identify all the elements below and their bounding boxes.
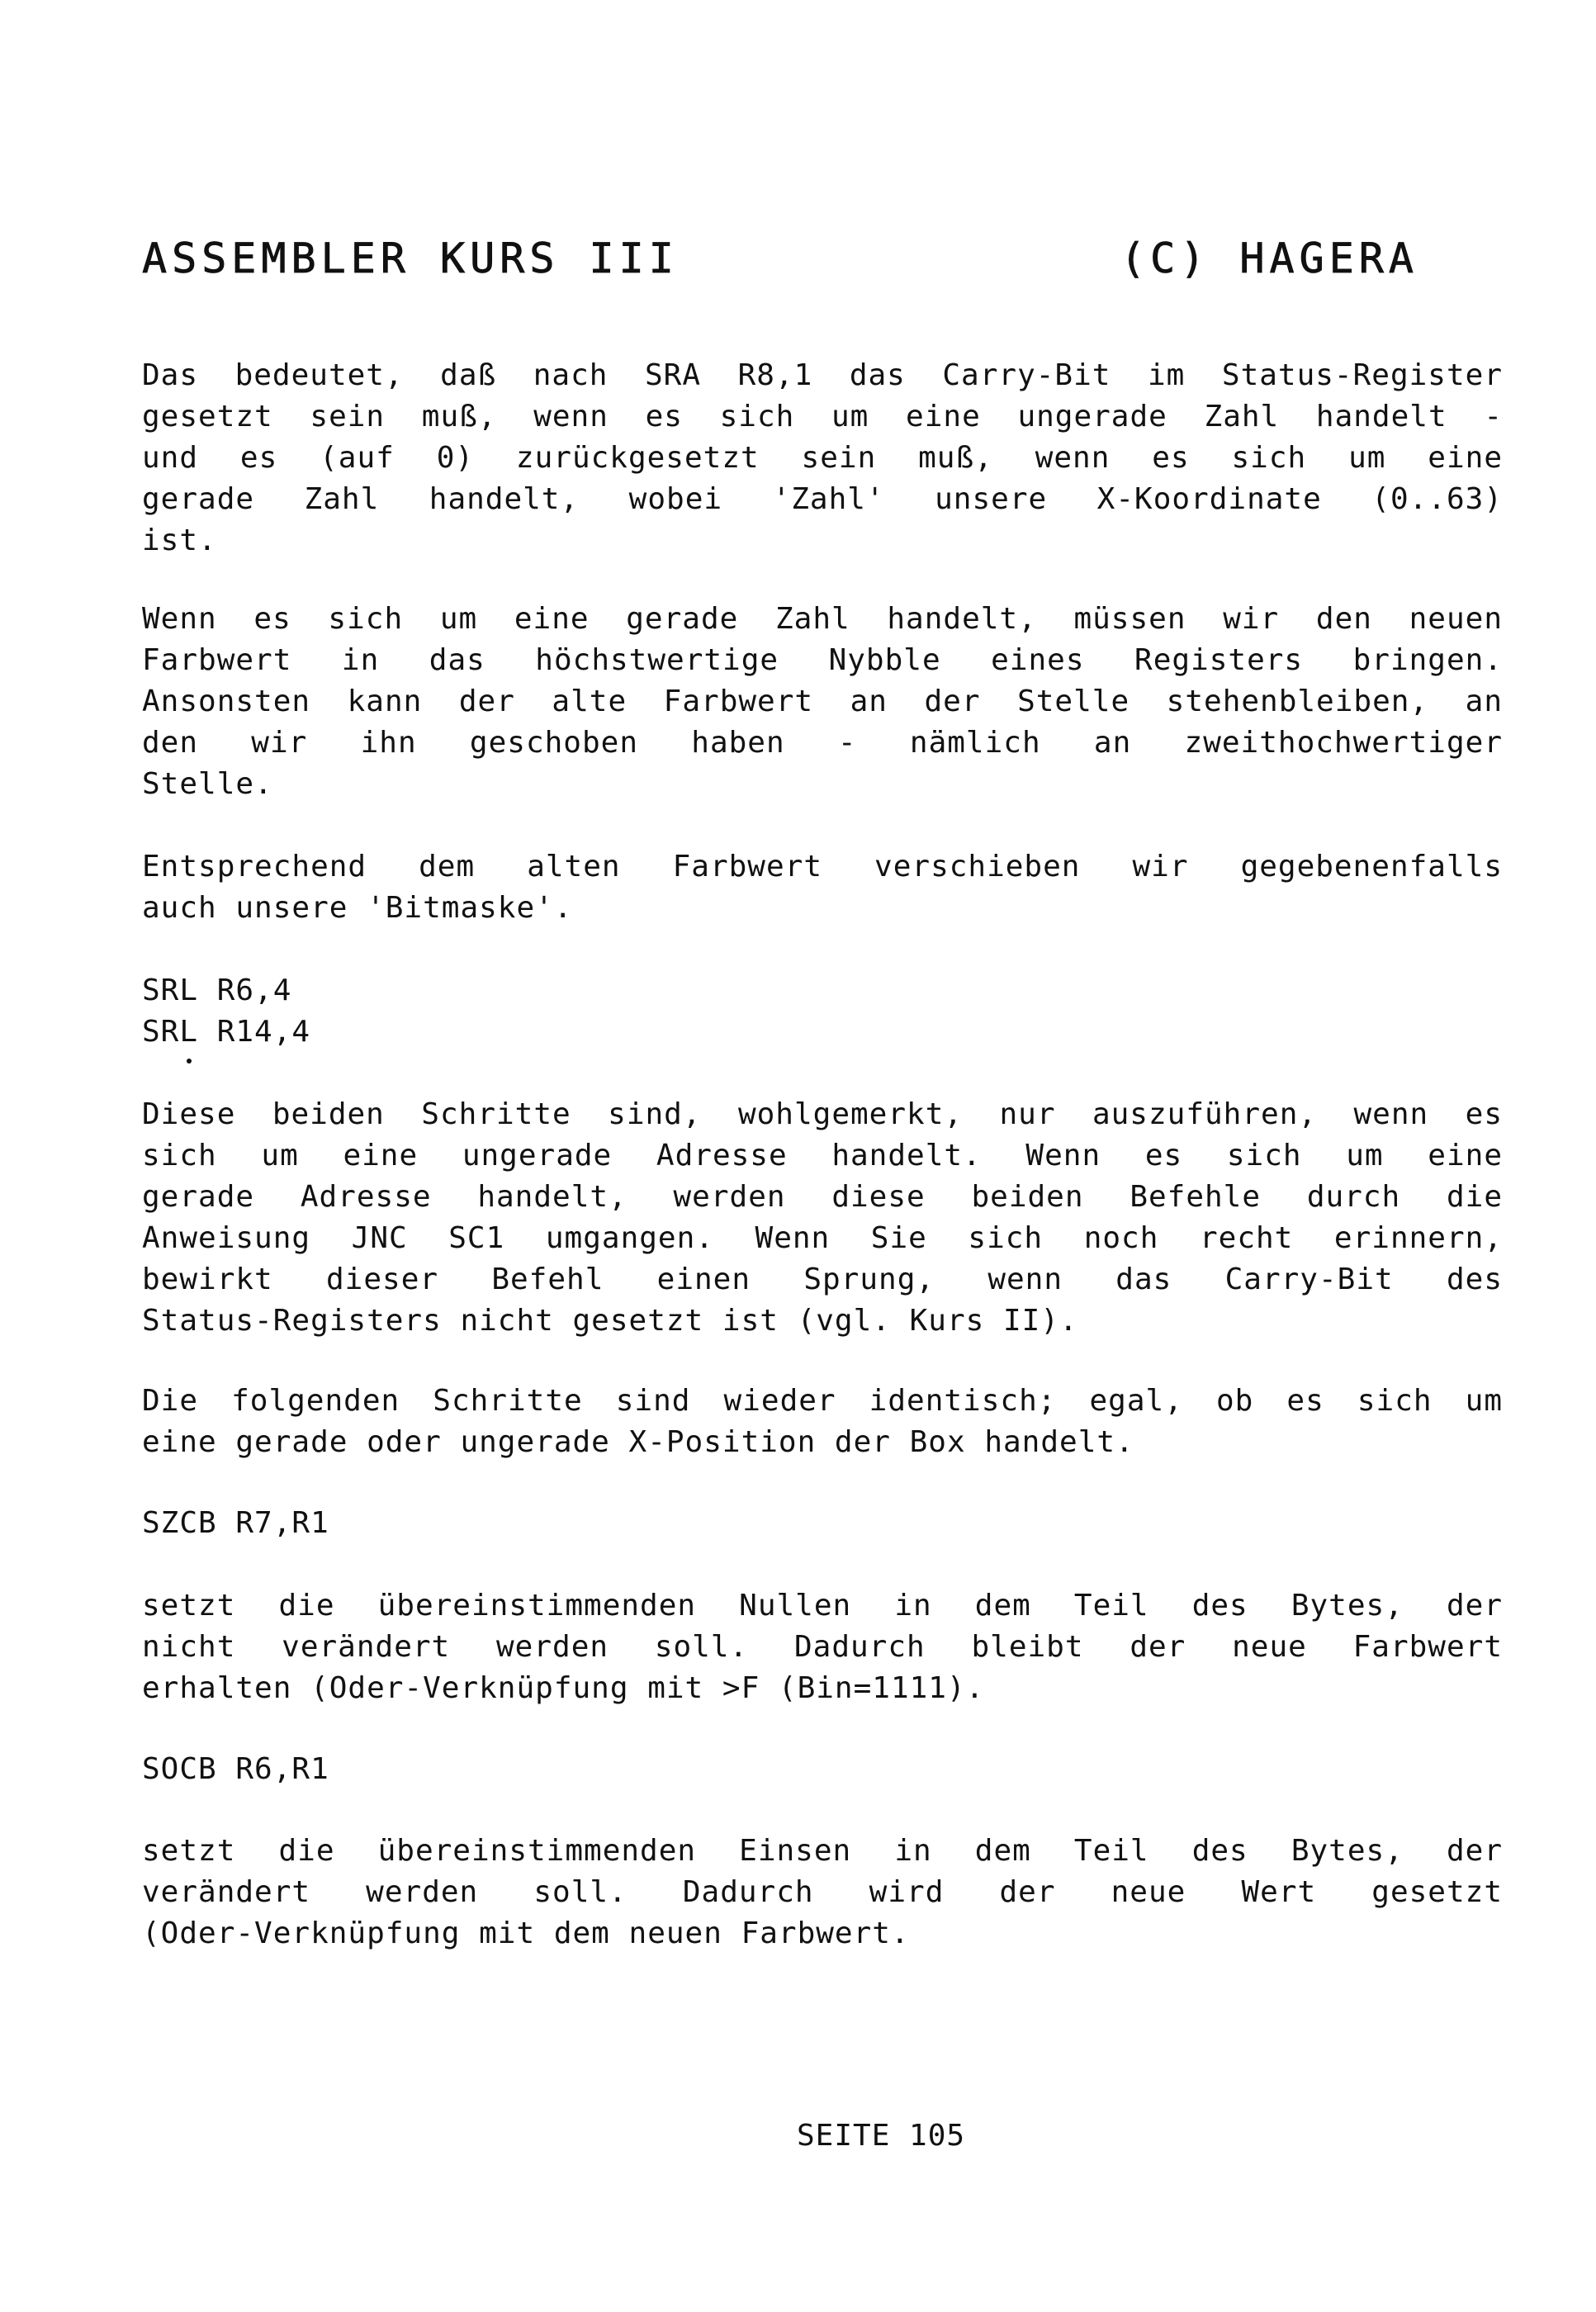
text-line: Ansonsten kann der alte Farbwert an der Stelle stehenbleiben, an <box>142 685 1503 718</box>
text-line: gesetzt sein muß, wenn es sich um eine ungerade Zahl handelt - <box>142 400 1503 434</box>
code-line: SRL R6,4 <box>142 974 292 1007</box>
text-line: setzt die übereinstimmenden Nullen in dem Teil des Bytes, der <box>142 1589 1503 1623</box>
text-line: Wenn es sich um eine gerade Zahl handelt, müssen wir den neuen <box>142 602 1503 636</box>
text-line: gerade Adresse handelt, werden diese beiden Befehle durch die <box>142 1180 1503 1214</box>
paragraph-folgende-schritte <box>142 1381 1513 1463</box>
header-title: ASSEMBLER KURS III <box>142 235 679 282</box>
text-line: sich um eine ungerade Adresse handelt. Wenn es sich um eine <box>142 1139 1503 1173</box>
text-line: Diese beiden Schritte sind, wohlgemerkt, nur auszuführen, wenn es <box>142 1097 1503 1131</box>
code-block-szcb <box>142 1503 329 1544</box>
code-block-srl <box>142 970 310 1053</box>
paragraph-einsen <box>142 1831 1513 1954</box>
text-line: bewirkt dieser Befehl einen Sprung, wenn das Carry-Bit des <box>142 1263 1503 1296</box>
text-line: Farbwert in das höchstwertige Nybble eines Registers bringen. <box>142 643 1503 677</box>
text-line: Entsprechend dem alten Farbwert verschieben wir gegebenenfalls <box>142 850 1503 884</box>
text-line: setzt die übereinstimmenden Einsen in dem Teil des Bytes, der <box>142 1834 1503 1868</box>
text-line: und es (auf 0) zurückgesetzt sein muß, wenn es sich um eine <box>142 441 1503 475</box>
page-header <box>142 234 1430 283</box>
text-line: Stelle. <box>142 767 273 801</box>
paragraph-nullen <box>142 1585 1513 1709</box>
paragraph-farbwert <box>142 599 1513 805</box>
code-block-socb <box>142 1749 329 1790</box>
text-line: auch unsere 'Bitmaske'. <box>142 891 573 925</box>
stray-dot <box>187 1059 192 1064</box>
page-number: SEITE 105 <box>797 2119 966 2153</box>
code-line: SOCB R6,R1 <box>142 1752 329 1786</box>
text-line: Das bedeutet, daß nach SRA R8,1 das Carry-Bit im Status-Register <box>142 358 1503 392</box>
header-copyright: (C) HAGERA <box>1120 235 1419 282</box>
paragraph-schritte <box>142 1094 1513 1342</box>
text-line: erhalten (Oder-Verknüpfung mit >F (Bin=1111). <box>142 1671 985 1705</box>
text-line: Die folgenden Schritte sind wieder identisch; egal, ob es sich um <box>142 1384 1503 1418</box>
text-line: verändert werden soll. Dadurch wird der neue Wert gesetzt <box>142 1875 1503 1909</box>
text-line: den wir ihn geschoben haben - nämlich an zweithochwertiger <box>142 726 1503 760</box>
text-line: Anweisung JNC SC1 umgangen. Wenn Sie sich noch recht erinnern, <box>142 1221 1503 1255</box>
text-line: gerade Zahl handelt, wobei 'Zahl' unsere X-Koordinate (0..63) <box>142 482 1503 516</box>
text-line: eine gerade oder ungerade X-Position der Box handelt. <box>142 1425 1134 1459</box>
code-line: SZCB R7,R1 <box>142 1506 329 1540</box>
code-line: SRL R14,4 <box>142 1015 311 1049</box>
paragraph-carry-bit <box>142 355 1513 561</box>
text-line: nicht verändert werden soll. Dadurch bleibt der neue Farbwert <box>142 1630 1503 1664</box>
paragraph-bitmaske <box>142 846 1513 929</box>
text-line: Status-Registers nicht gesetzt ist (vgl. Kurs II). <box>142 1304 1078 1338</box>
text-line: ist. <box>142 524 217 557</box>
text-line: (Oder-Verknüpfung mit dem neuen Farbwert. <box>142 1916 910 1950</box>
